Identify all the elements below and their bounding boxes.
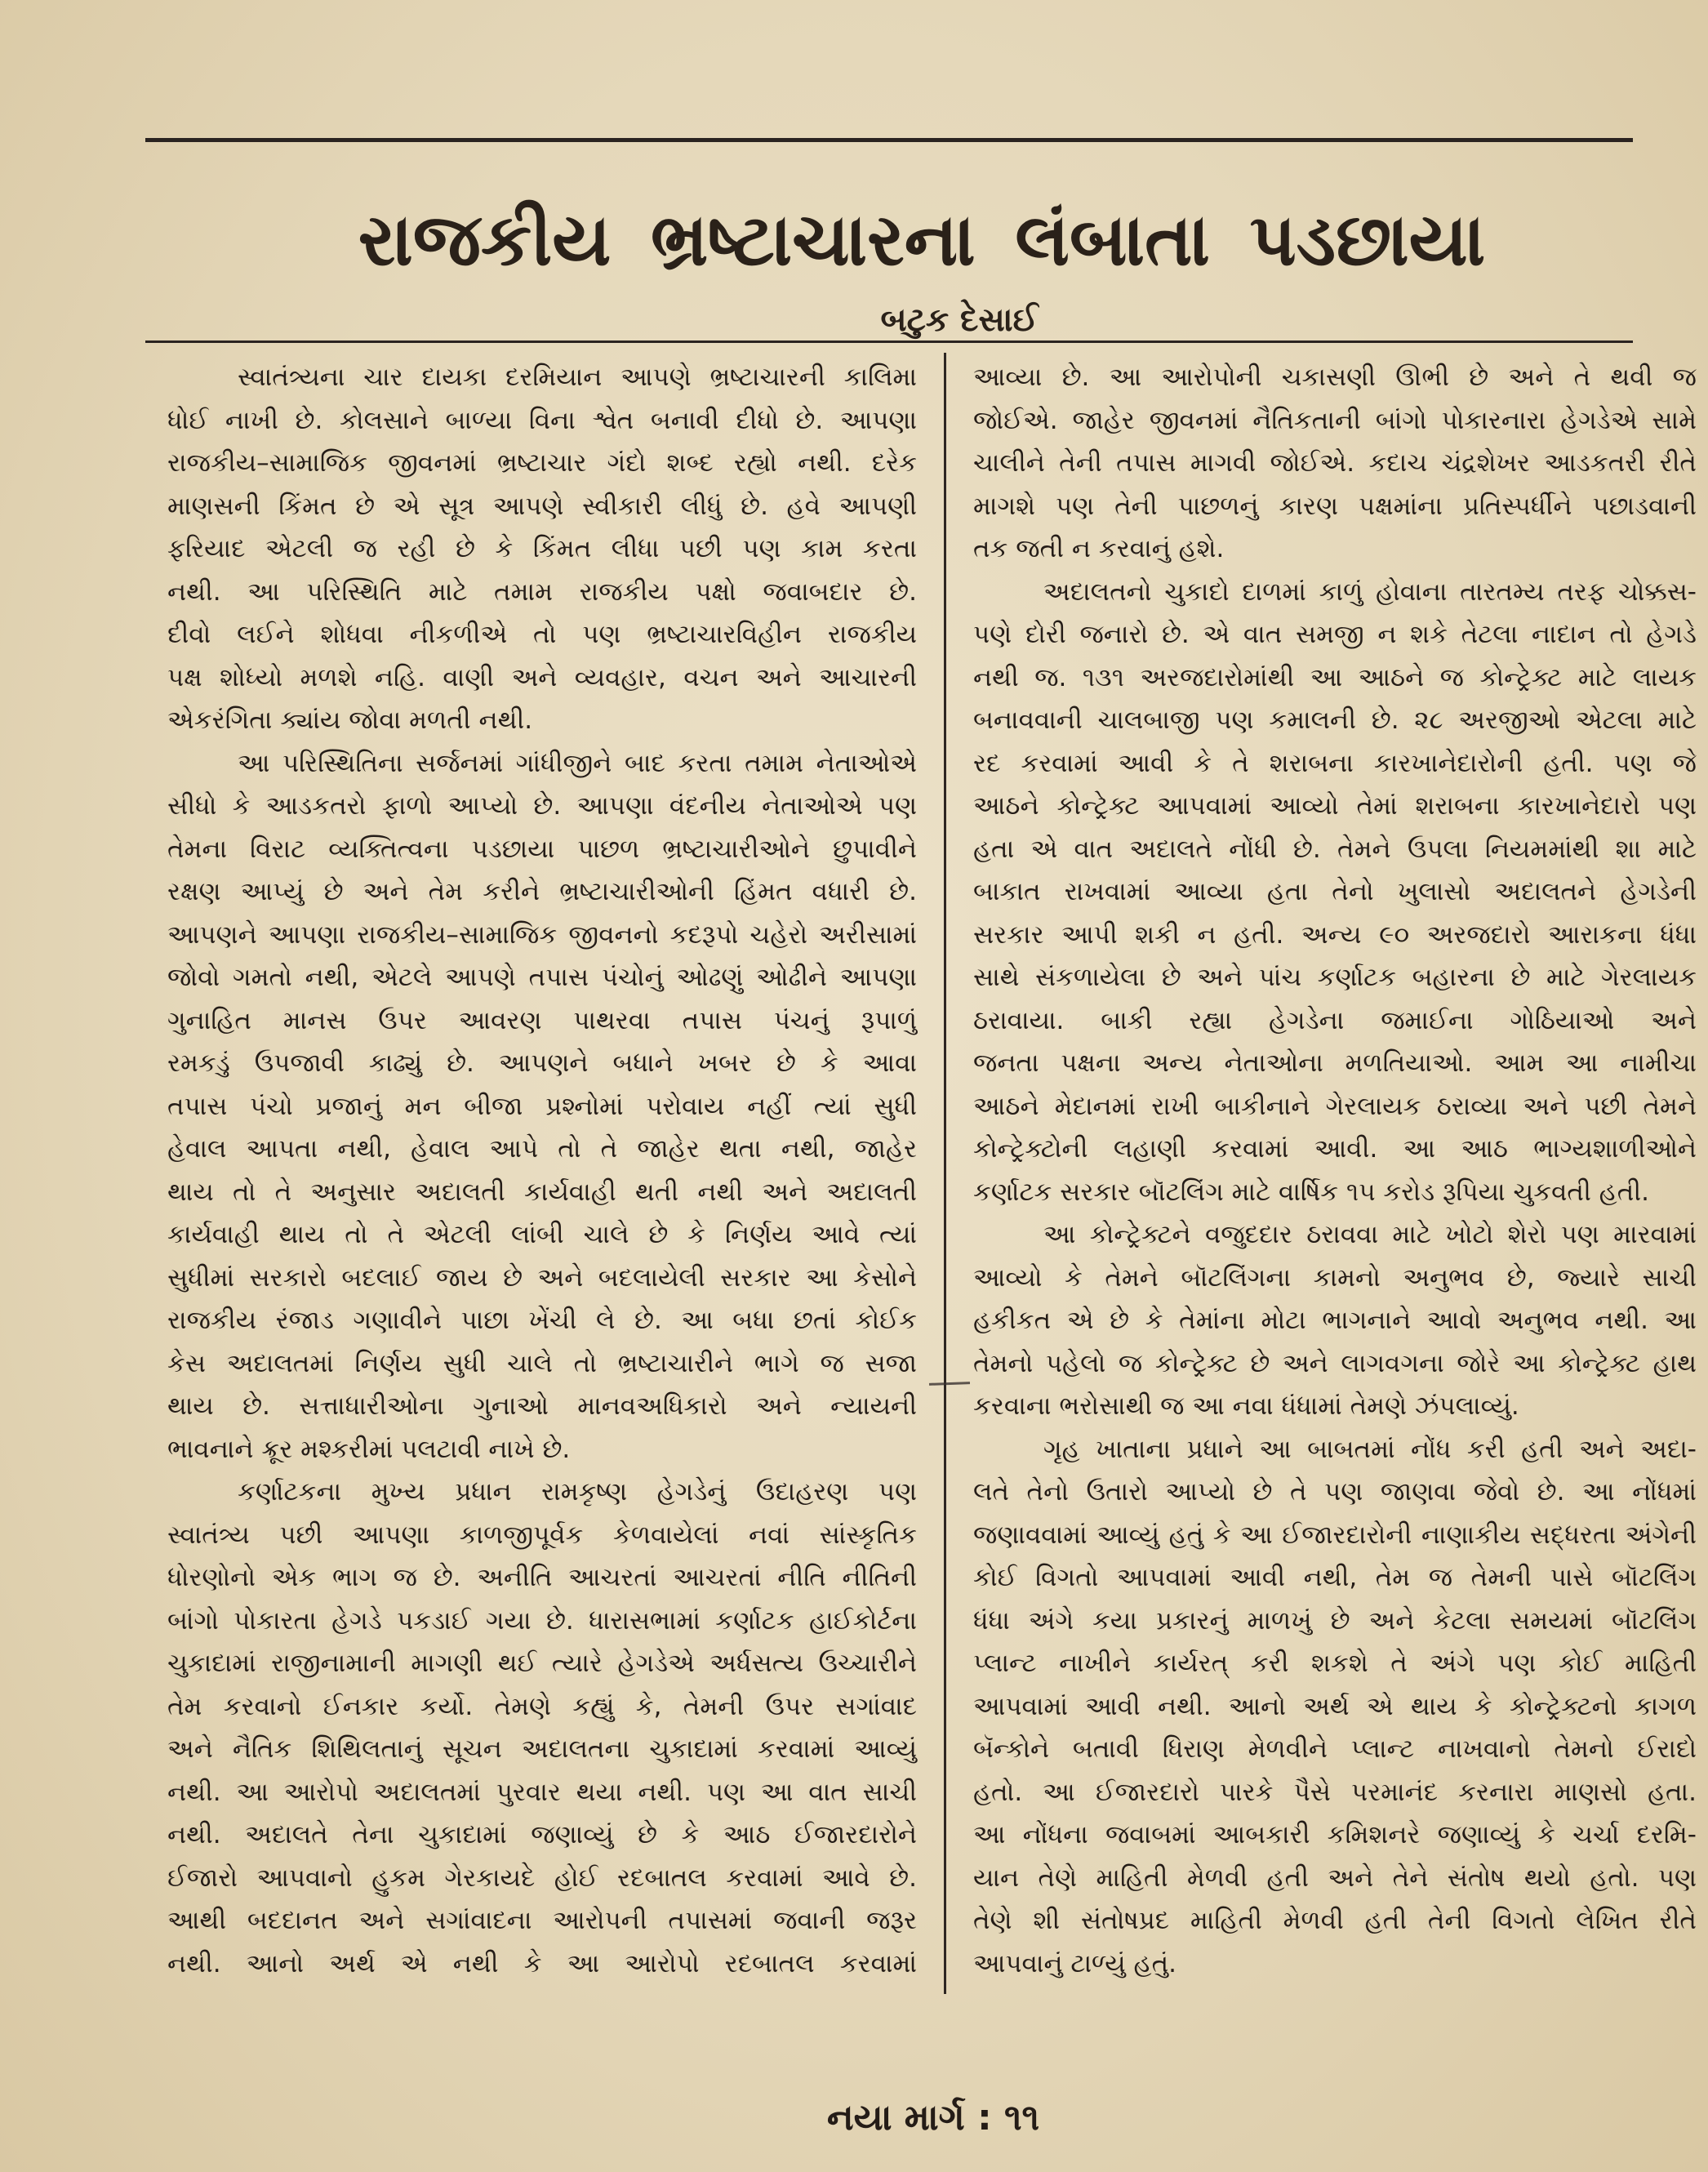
text-line: અને નૈતિક શિથિલતાનું સૂચન અદાલતના ચુકાદામાં કરવામાં આવ્યું [167, 1734, 917, 1764]
text-line: અદાલતનો ચુકાદો દાળમાં કાળું હોવાના તારતમ્ય તરફ ચોક્કસ- [1043, 576, 1697, 607]
text-line: ધોઈ નાખી છે. કોલસાને બાળ્યા વિના શ્વેત બનાવી દીધો છે. આપણા [167, 405, 917, 435]
text-line: નથી. આનો અર્થ એ નથી કે આ આરોપો રદબાતલ કરવામાં [167, 1948, 917, 1978]
text-line: હતો. આ ઈજારદારો પારકે પૈસે પરમાનંદ કરનારા માણસો હતા. [973, 1777, 1697, 1807]
text-line: હતા એ વાત અદાલતે નોંધી છે. તેમને ઉપલા નિયમમાંથી શા માટે [973, 834, 1697, 864]
paragraph [167, 742, 917, 1471]
text-line: થાય છે. સત્તાધારીઓના ગુનાઓ માનવઅધિકારો અને ન્યાયની [167, 1391, 917, 1421]
paragraph [973, 356, 1697, 571]
text-line: ફરિયાદ એટલી જ રહી છે કે કિંમત લીધા પછી પણ કામ કરતા [167, 534, 917, 563]
text-line: ધોરણોનો એક ભાગ જ છે. અનીતિ આચરતાં આચરતાં નીતિ નીતિની [167, 1563, 917, 1592]
paragraph [167, 1471, 917, 1985]
text-line: બનાવવાની ચાલબાજી પણ કમાલની છે. ૨૮ અરજીઓ એટલા માટે [973, 705, 1697, 735]
text-line: ઠરાવાયા. બાકી રહ્યા હેગડેના જમાઈના ગોઠિયાઓ અને [973, 1005, 1697, 1035]
page-footer: નયા માર્ગ : ૧૧ [826, 2097, 1040, 2139]
text-line: સ્વાતંત્ર્ય પછી આપણા કાળજીપૂર્વક કેળવાયેલાં નવાં સાંસ્કૃતિક [167, 1520, 917, 1550]
text-line: કેસ અદાલતમાં નિર્ણય સુધી ચાલે તો ભ્રષ્ટાચારીને ભાગે જ સજા [167, 1348, 917, 1378]
text-line: તક જતી ન કરવાનું હશે. [973, 534, 1225, 563]
text-line: તેમના વિરાટ વ્યક્તિત્વના પડછાયા પાછળ ભ્રષ્ટાચારીઓને છુપાવીને [167, 834, 917, 864]
text-line: કરવાના ભરોસાથી જ આ નવા ધંધામાં તેમણે ઝંપલાવ્યું. [973, 1391, 1519, 1421]
text-line: બાકાત રાખવામાં આવ્યા હતા તેનો ખુલાસો અદાલતને હેગડેની [973, 877, 1697, 906]
text-line: જોવો ગમતો નથી, એટલે આપણે તપાસ પંચોનું ઓઢણું ઓઢીને આપણા [167, 963, 917, 992]
text-line: આપણને આપણા રાજકીય–સામાજિક જીવનનો કદરૂપો ચહેરો અરીસામાં [167, 919, 917, 950]
text-line: ગૃહ ખાતાના પ્રધાને આ બાબતમાં નોંધ કરી હતી અને અદા- [1043, 1434, 1697, 1464]
text-line: યાન તેણે માહિતી મેળવી હતી અને તેને સંતોષ થયો હતો. પણ [973, 1863, 1697, 1893]
text-line: ઈજારો આપવાનો હુકમ ગેરકાયદે હોઈ રદબાતલ કરવામાં આવે છે. [167, 1863, 917, 1893]
text-line: આવ્યા છે. આ આરોપોની ચકાસણી ઊભી છે અને તે થવી જ [973, 363, 1697, 392]
text-line: કર્ણાટકના મુખ્ય પ્રધાન રામકૃષ્ણ હેગડેનું ઉદાહરણ પણ [238, 1477, 917, 1507]
text-line: સ્વાતંત્ર્યના ચાર દાયકા દરમિયાન આપણે ભ્રષ્ટાચારની કાલિમા [238, 363, 917, 392]
text-line: તેમનો પહેલો જ કોન્ટ્રેક્ટ છે અને લાગવગના જોરે આ કોન્ટ્રેક્ટ હાથ [973, 1348, 1697, 1378]
text-line: ગુનાહિત માનસ ઉપર આવરણ પાથરવા તપાસ પંચનું રૂપાળું [167, 1005, 917, 1035]
text-line: જનતા પક્ષના અન્ય નેતાઓના મળતિયાઓ. આમ આ નામીચા [973, 1048, 1697, 1078]
text-line: હકીકત એ છે કે તેમાંના મોટા ભાગનાને આવો અનુભવ નથી. આ [973, 1306, 1697, 1335]
header-rule [145, 340, 1633, 343]
text-line: સીધો કે આડકતરો ફાળો આપ્યો છે. આપણા વંદનીય નેતાઓએ પણ [167, 791, 917, 821]
text-line: રમકડું ઉપજાવી કાઢ્યું છે. આપણને બધાને ખબર છે કે આવા [167, 1048, 917, 1078]
text-line: સુધીમાં સરકારો બદલાઈ જાય છે અને બદલાયેલી સરકાર આ કેસોને [167, 1262, 917, 1293]
text-line: બાંગો પોકારતા હેગડે પકડાઈ ગયા છે. ધારાસભામાં કર્ણાટક હાઈકોર્ટના [167, 1605, 917, 1636]
text-line: હેવાલ આપતા નથી, હેવાલ આપે તો તે જાહેર થતા નથી, જાહેર [167, 1134, 917, 1164]
text-line: કોન્ટ્રેક્ટોની લહાણી કરવામાં આવી. આ આઠ ભાગ્યશાળીઓને [973, 1134, 1697, 1164]
text-line: આ નોંધના જવાબમાં આબકારી કમિશનરે જણાવ્યું કે ચર્ચા દરમિ- [973, 1820, 1697, 1849]
pen-margin-mark [929, 1382, 970, 1386]
paragraph [973, 571, 1697, 1214]
text-line: થાય તો તે અનુસાર અદાલતી કાર્યવાહી થતી નથી અને અદાલતી [167, 1177, 917, 1207]
text-line: ધંધા અંગે કયા પ્રકારનું માળખું છે અને કેટલા સમયમાં બૉટલિંગ [973, 1605, 1697, 1636]
text-line: ચુકાદામાં રાજીનામાની માગણી થઈ ત્યારે હેગડેએ અર્ધસત્ય ઉચ્ચારીને [167, 1649, 917, 1678]
text-line: કર્ણાટક સરકાર બૉટલિંગ માટે વાર્ષિક ૧૫ કરોડ રૂપિયા ચુકવતી હતી. [973, 1177, 1649, 1207]
text-line: નથી જ. ૧૩૧ અરજદારોમાંથી આ આઠને જ કોન્ટ્રેક્ટ માટે લાયક [973, 662, 1697, 692]
text-line: રાજકીય રંજાડ ગણાવીને પાછા ખેંચી લે છે. આ બધા છતાં કોઈક [167, 1306, 917, 1335]
right-column [973, 356, 1697, 1985]
paragraph [973, 1213, 1697, 1428]
text-line: બૅન્કોને બતાવી ધિરાણ મેળવીને પ્લાન્ટ નાખવાનો તેમનો ઈરાદો [973, 1734, 1697, 1764]
article-title: રાજકીય ભ્રષ્ટાચારના લંબાતા પડછાયા [358, 198, 1486, 282]
left-column [167, 356, 917, 1985]
text-line: આવ્યો કે તેમને બૉટલિંગના કામનો અનુભવ છે, જ્યારે સાચી [973, 1262, 1697, 1293]
text-line: આ કોન્ટ્રેક્ટને વજુદદાર ઠરાવવા માટે ખોટો શેરો પણ મારવામાં [1043, 1220, 1697, 1249]
text-line: આઠને મેદાનમાં રાખી બાકીનાને ગેરલાયક ઠરાવ્યા અને પછી તેમને [973, 1091, 1697, 1121]
paragraph [167, 356, 917, 742]
text-line: લતે તેનો ઉતારો આપ્યો છે તે પણ જાણવા જેવો છે. આ નોંધમાં [973, 1477, 1697, 1507]
column-separator [944, 353, 946, 1994]
text-line: રક્ષણ આપ્યું છે અને તેમ કરીને ભ્રષ્ટાચારીઓની હિંમત વધારી છે. [167, 877, 917, 906]
text-line: પણે દોરી જનારો છે. એ વાત સમજી ન શકે તેટલા નાદાન તો હેગડે [973, 620, 1697, 649]
text-line: નથી. અદાલતે તેના ચુકાદામાં જણાવ્યું છે કે આઠ ઈજારદારોને [167, 1820, 917, 1849]
text-line: સાથે સંકળાયેલા છે અને પાંચ કર્ણાટક બહારના છે માટે ગેરલાયક [973, 963, 1697, 992]
text-line: નથી. આ આરોપો અદાલતમાં પુરવાર થયા નથી. પણ આ વાત સાચી [167, 1777, 917, 1807]
text-line: માણસની કિંમત છે એ સૂત્ર આપણે સ્વીકારી લીધું છે. હવે આપણી [167, 491, 917, 521]
text-line: કોઈ વિગતો આપવામાં આવી નથી, તેમ જ તેમની પાસે બૉટલિંગ [973, 1563, 1697, 1592]
text-line: નથી. આ પરિસ્થિતિ માટે તમામ રાજકીય પક્ષો જવાબદાર છે. [167, 576, 917, 607]
text-line: દીવો લઈને શોધવા નીકળીએ તો પણ ભ્રષ્ટાચારવિહીન રાજકીય [167, 620, 917, 649]
text-line: તેમ કરવાનો ઈનકાર કર્યો. તેમણે કહ્યું કે, તેમની ઉપર સગાંવાદ [167, 1691, 917, 1721]
text-line: પ્લાન્ટ નાખીને કાર્યરત્ કરી શકશે તે અંગે પણ કોઈ માહિતી [973, 1649, 1697, 1678]
paragraph [973, 1428, 1697, 1986]
text-line: સરકાર આપી શકી ન હતી. અન્ય ૯૦ અરજદારો આરાકના ધંધા [973, 919, 1697, 950]
text-line: આપવામાં આવી નથી. આનો અર્થ એ થાય કે કોન્ટ્રેક્ટનો કાગળ [973, 1691, 1697, 1721]
text-line: રદ કરવામાં આવી કે તે શરાબના કારખાનેદારોની હતી. પણ જે [973, 748, 1697, 778]
text-line: કાર્યવાહી થાય તો તે એટલી લાંબી ચાલે છે કે નિર્ણય આવે ત્યાં [167, 1220, 917, 1249]
text-line: માગશે પણ તેની પાછળનું કારણ પક્ષમાંના પ્રતિસ્પર્ધીને પછાડવાની [973, 491, 1697, 521]
text-line: આપવાનું ટાળ્યું હતું. [973, 1948, 1176, 1978]
text-line: તપાસ પંચો પ્રજાનું મન બીજા પ્રશ્નોમાં પરોવાય નહીં ત્યાં સુધી [167, 1091, 917, 1121]
top-rule [145, 138, 1633, 142]
text-line: આઠને કોન્ટ્રેક્ટ આપવામાં આવ્યો તેમાં શરાબના કારખાનેદારો પણ [973, 791, 1697, 821]
author-byline: બટુક દેસાઈ [880, 301, 1039, 339]
text-line: આ પરિસ્થિતિના સર્જનમાં ગાંધીજીને બાદ કરતા તમામ નેતાઓએ [238, 748, 917, 778]
text-line: તેણે શી સંતોષપ્રદ માહિતી મેળવી હતી તેની વિગતો લેખિત રીતે [973, 1906, 1697, 1935]
text-line: જોઈએ. જાહેર જીવનમાં નૈતિકતાની બાંગો પોકારનારા હેગડેએ સામે [973, 405, 1697, 435]
text-line: એકરંગિતા ક્યાંય જોવા મળતી નથી. [167, 705, 533, 735]
text-line: ચાલીને તેની તપાસ માગવી જોઈએ. કદાચ ચંદ્રશેખર આડકતરી રીતે [973, 448, 1697, 478]
text-line: ભાવનાને ક્રૂર મશ્કરીમાં પલટાવી નાખે છે. [167, 1434, 571, 1464]
text-line: આથી બદદાનત અને સગાંવાદના આરોપની તપાસમાં જવાની જરૂર [167, 1906, 917, 1935]
text-line: જણાવવામાં આવ્યું હતું કે આ ઈજારદારોની નાણાકીય સદ્ધરતા અંગેની [973, 1520, 1697, 1550]
text-line: રાજકીય–સામાજિક જીવનમાં ભ્રષ્ટાચાર ગંદો શબ્દ રહ્યો નથી. દરેક [167, 448, 917, 478]
text-line: પક્ષ શોધ્યો મળશે નહિ. વાણી અને વ્યવહાર, વચન અને આચારની [167, 662, 917, 692]
